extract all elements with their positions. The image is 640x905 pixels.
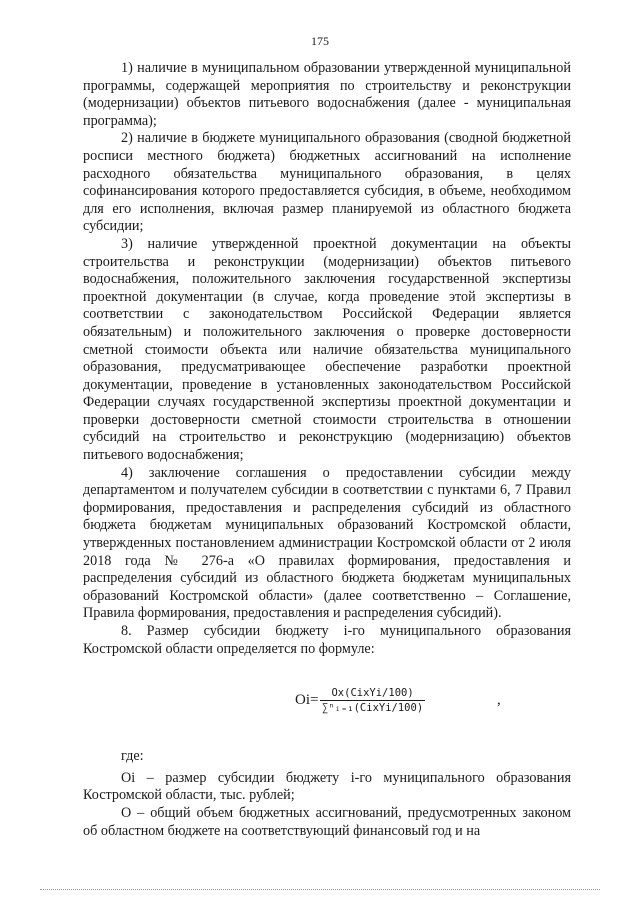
paragraph-item-8: 8. Размер субсидии бюджету i-го муниципального образования Костромской области определяется по формуле: bbox=[83, 623, 571, 657]
formula-denominator: ∑ⁿᵢ₌₁(CixYi/100) bbox=[322, 702, 424, 715]
definition-o: O – общий объем бюджетных ассигнований, предусмотренных законом об областном бюджете на соответствующий финансовый год и на bbox=[83, 804, 571, 839]
formula-comma: , bbox=[497, 692, 501, 709]
paragraph-condition-1: 1) наличие в муниципальном образовании утвержденной муниципальной программы, содержащей мероприятия по строительству и реконструкции (модернизации) объектов питьевого водоснабжения (далее - муниципальная программа); bbox=[83, 60, 571, 129]
definition-oi: Oi – размер субсидии бюджету i-го муниципального образования Костромской области, тыс. рублей; bbox=[83, 769, 571, 804]
where-label: где: bbox=[121, 748, 144, 765]
formula-fraction bbox=[320, 686, 425, 715]
scan-footer-divider bbox=[40, 889, 600, 890]
paragraph-condition-4: 4) заключение соглашения о предоставлении субсидии между департаментом и получателем субсидии в соответствии с пунктами 6, 7 Правил формирования, предоставления и распределения субсидий из областного бюджета бюджетам муниципальных образований Костромской области, утвержденных постановлением администрации Костромской области от 2 июля 2018 года № 276-а «О правилах формирования, предоставления и распределения субсидий из областного бюджета бюджетам муниципальных образований Костромской области» (далее соответственно – Соглашение, Правила формирования, предоставления и распределения субсидий). bbox=[83, 464, 571, 622]
paragraph-condition-2: 2) наличие в бюджете муниципального образования (сводной бюджетной росписи местного бюджета) бюджетных ассигнований на исполнение расходного обязательства муниципального образования, в целях софинансирования которого предоставляется субсидия, в объеме, необходимом для его исполнения, включая размер планируемой из областного бюджета субсидии; bbox=[83, 130, 571, 235]
formula-numerator: Ox(CixYi/100) bbox=[320, 686, 425, 701]
subsidy-formula bbox=[83, 670, 571, 740]
document-body bbox=[83, 60, 571, 840]
paragraph-condition-3: 3) наличие утвержденной проектной документации на объекты строительства и реконструкции (модернизации) объектов питьевого водоснабжения, положительного заключения государственной экспертизы проектной документации (в случае, когда проведение этой экспертизы в соответствии с законодательством Российской Федерации является обязательным) и положительного заключения о проверке достоверности сметной стоимости объекта или наличие обязательства муниципального образования, предусматривающее обеспечение разработки проектной документации, проведение в установленных законодательством Российской Федерации случаях государственной экспертизы проектной документации и проверки достоверности сметной стоимости строительства в отношении субсидий на строительство и реконструкцию (модернизацию) объектов питьевого водоснабжения; bbox=[83, 235, 571, 464]
formula-lhs: Oi= bbox=[295, 692, 319, 709]
page-number: 175 bbox=[311, 34, 329, 48]
